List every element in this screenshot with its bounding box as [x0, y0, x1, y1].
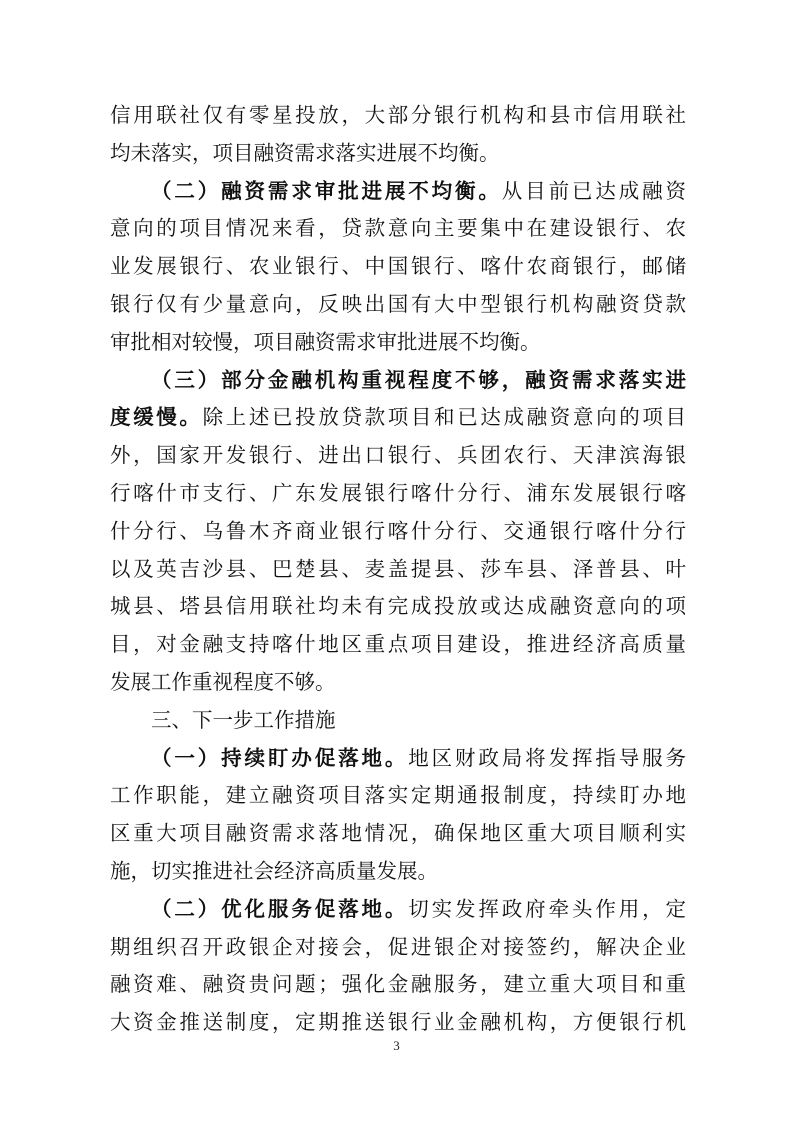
text-run: 从目前已达成融资: [501, 178, 686, 203]
paragraph-title: （三）部分金融机构重视程度不够，融资需求落实进: [151, 367, 686, 392]
text-line: [110, 740, 686, 778]
paragraph-title: （二）优化服务促落地。: [151, 896, 409, 921]
section-heading: 三、下一步工作措施: [151, 707, 336, 732]
page-number: 3: [393, 1038, 400, 1053]
paragraph-attention-level: [110, 362, 686, 702]
paragraph-title: （一）持续盯办促落地。: [151, 745, 409, 770]
text-line: 行喀什市支行、广东发展银行喀什分行、浦东发展银行喀: [110, 480, 686, 505]
text-line: 城县、塔县信用联社均未有完成投放或达成融资意向的项: [110, 594, 686, 619]
text-line: [110, 399, 686, 437]
text-line: 工作职能，建立融资项目落实定期通报制度，持续盯办地: [110, 783, 686, 808]
text-line: 均未落实，项目融资需求落实进展不均衡。: [110, 140, 500, 165]
text-line: 审批相对较慢，项目融资需求审批进展不均衡。: [110, 329, 541, 354]
text-line: 目，对金融支持喀什地区重点项目建设，推进经济高质量: [110, 632, 686, 657]
text-line: 区重大项目融资需求落地情况，确保地区重大项目顺利实: [110, 821, 686, 846]
text-line: 信用联社仅有零星投放，大部分银行机构和县市信用联社: [110, 103, 686, 127]
text-line: 大资金推送制度，定期推送银行业金融机构，方便银行机: [110, 1010, 686, 1035]
text-line: 什分行、乌鲁木齐商业银行喀什分行、交通银行喀什分行: [110, 518, 686, 543]
text-line: 业发展银行、农业银行、中国银行、喀什农商银行，邮储: [110, 254, 686, 279]
text-line: [110, 891, 686, 929]
paragraph-title: 度缓慢。: [110, 405, 203, 430]
text-line: 以及英吉沙县、巴楚县、麦盖提县、莎车县、泽普县、叶: [110, 556, 686, 581]
paragraph-follow-up: [110, 740, 686, 891]
paragraph-optimize-service: [110, 891, 686, 1042]
text-line: 发展工作重视程度不够。: [110, 669, 336, 694]
text-run: 除上述已投放贷款项目和已达成融资意向的项目: [202, 405, 686, 430]
text-run: 地区财政局将发挥指导服务: [408, 745, 686, 770]
document-page: [110, 97, 686, 1042]
text-line: 银行仅有少量意向，反映出国有大中型银行机构融资贷款: [110, 291, 686, 316]
paragraph-approval-progress: [110, 173, 686, 362]
text-run: 切实发挥政府牵头作用，定: [408, 896, 686, 921]
text-line: 期组织召开政银企对接会，促进银企对接签约，解决企业: [110, 934, 686, 959]
paragraph-continuation: [110, 97, 686, 173]
text-line: 施，切实推进社会经济高质量发展。: [110, 858, 438, 883]
text-line: 外，国家开发银行、进出口银行、兵团农行、天津滨海银: [110, 443, 686, 468]
text-line: 融资难、融资贵问题；强化金融服务，建立重大项目和重: [110, 972, 686, 997]
paragraph-title: （二）融资需求审批进展不均衡。: [151, 178, 502, 203]
text-line: [110, 173, 686, 211]
text-line: 意向的项目情况来看，贷款意向主要集中在建设银行、农: [110, 216, 686, 241]
